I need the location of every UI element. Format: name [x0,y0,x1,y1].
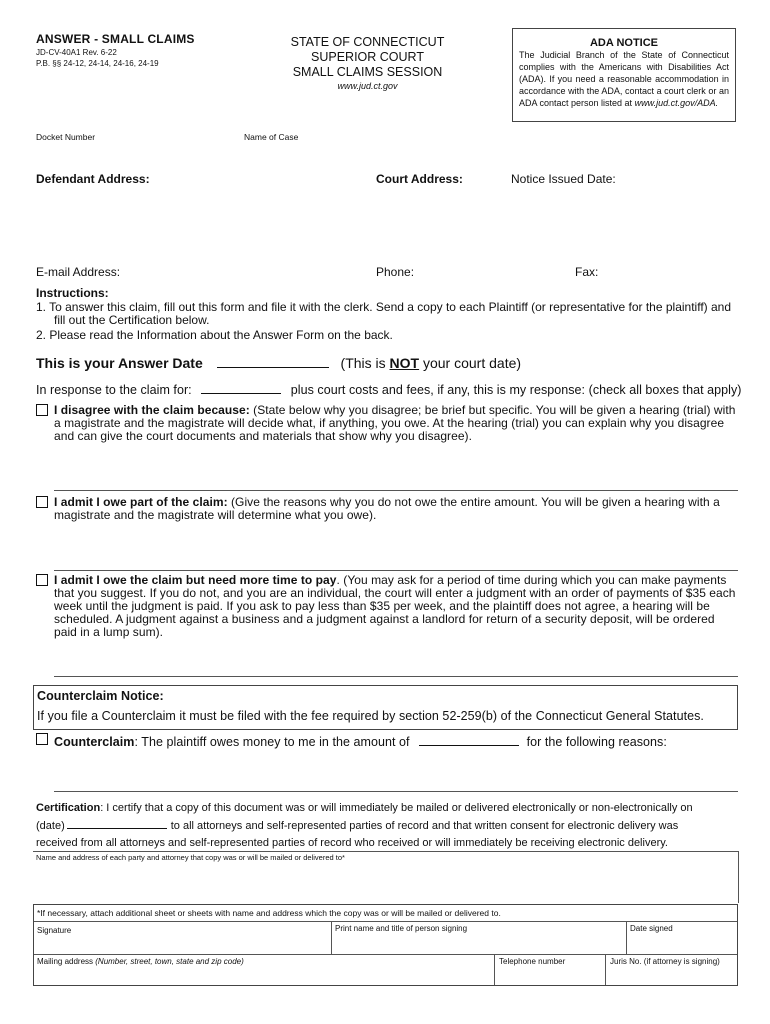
signature-cell[interactable] [34,922,331,954]
fax-label: Fax: [575,265,599,279]
more-time-checkbox[interactable] [36,574,48,586]
counterclaim-notice-box [33,685,738,730]
more-time-option [54,574,738,639]
instructions-title: Instructions: [36,286,109,300]
more-time-divider [54,676,738,677]
telephone-cell[interactable] [495,955,605,985]
response-prefix: In response to the claim for: [36,383,192,397]
counterclaim-checkbox[interactable] [36,733,48,745]
court-line-session: SMALL CLAIMS SESSION [292,65,443,79]
counterclaim-text-prefix: : The plaintiff owes money to me in the amount of [134,735,410,749]
response-suffix: plus court costs and fees, if any, this is my response: (check all boxes that apply) [290,383,742,397]
counterclaim-row [54,733,667,749]
names-addresses-label: Name and address of each party and attorney that copy was or will be mailed or delivered to* [36,853,345,862]
mailing-address-hint: (Number, street, town, state and zip code) [95,957,244,966]
names-top-rule [33,851,738,852]
answer-date-label: This is your Answer Date [36,355,203,371]
form-title: ANSWER - SMALL CLAIMS [36,32,195,46]
instructions [36,287,736,342]
print-name-label: Print name and title of person signing [335,924,468,933]
counterclaim-notice-text: If you file a Counterclaim it must be filed with the fee required by section 52-259(b) of the Connecticut General Statutes. [37,709,704,723]
names-addresses-field[interactable] [36,866,732,902]
court-website-link[interactable]: www.jud.ct.gov [337,81,398,91]
counterclaim-divider [54,791,738,792]
more-time-title: I admit I owe the claim but need more time to pay [54,573,337,587]
court-heading [265,35,470,93]
print-name-cell[interactable] [332,922,626,954]
signature-table [33,904,738,986]
court-line-state: STATE OF CONNECTICUT [290,35,445,49]
mailing-address-label [37,957,244,966]
phone-label: Phone: [376,265,415,279]
certification-line1-text: : I certify that a copy of this document was or will immediately be mailed or delivered electronically or non-electronically on [100,802,693,814]
owe-part-divider [54,570,738,571]
claim-amount-field[interactable] [201,381,281,394]
form-meta [36,47,159,69]
owe-part-option [54,496,738,522]
additional-sheet-note: *If necessary, attach additional sheet or sheets with name and address which the copy was or will be mailed or delivered to. [37,908,501,918]
certification-date-label: (date) [36,820,65,832]
juris-number-label: Juris No. (if attorney is signing) [610,957,720,966]
defendant-address-label: Defendant Address: [36,172,150,186]
disagree-checkbox[interactable] [36,404,48,416]
answer-date-row [36,355,521,371]
telephone-label: Telephone number [499,957,566,966]
certification-line-3: received from all attorneys and self-represented parties of record who received or will immediately be receiving electronic delivery. [36,837,668,849]
counterclaim-amount-field[interactable] [419,733,519,746]
form-number: JD-CV-40A1 Rev. 6-22 [36,48,117,57]
answer-date-note-not: NOT [389,355,420,371]
date-signed-label: Date signed [630,924,673,933]
ada-notice-box [512,28,736,122]
names-right-rule [738,851,739,903]
disagree-option [54,404,738,443]
signature-label: Signature [37,926,72,935]
email-address-label: E-mail Address: [36,265,121,279]
more-time-text: . (You may ask for a period of time during which you can make payments that you suggest. If you do not, and you are an individual, the court will enter a judgment with an order of payments of $35 each week until the judgment is paid. If you ask to pay less than $35 per week, and the plaintiff does not agree, a hearing will be scheduled. A judgment against a business and a judgment against a landlord for return of a security deposit, will be ordered paid in a lump sum). [54,573,736,639]
counterclaim-label: Counterclaim [54,735,135,749]
certification-date-field[interactable] [67,817,167,829]
court-address-label: Court Address: [376,172,463,186]
answer-date-note [341,355,522,371]
certification-title: Certification [36,802,101,814]
ada-notice-body: The Judicial Branch of the State of Connecticut complies with the Americans with Disabilities Act (ADA). If you need a reasonable accommodation in accordance with the ADA, contact a court clerk or an ADA contact person listed at [519,50,729,108]
owe-part-checkbox[interactable] [36,496,48,508]
instruction-item-2: 2. Please read the Information about the Answer Form on the back. [36,327,393,342]
counterclaim-notice-title: Counterclaim Notice: [37,689,164,703]
owe-part-title: I admit I owe part of the claim: [54,495,228,509]
mailing-address-cell[interactable] [34,955,494,985]
counterclaim-text-suffix: for the following reasons: [526,735,667,749]
docket-number-label: Docket Number [36,132,96,142]
certification-line2-text: to all attorneys and self-represented parties of record and that written consent for electronic delivery was [170,820,679,832]
owe-part-text: (Give the reasons why you do not owe the entire amount. You will be given a hearing with a magistrate and the magistrate will determine what you owe). [54,495,720,522]
response-row [36,381,741,397]
answer-date-field[interactable] [217,355,329,368]
mailing-address-label-text: Mailing address [37,957,96,966]
answer-date-note-suffix: your court date) [419,355,522,371]
ada-link[interactable]: www.jud.ct.gov/ADA. [634,98,719,108]
ada-notice-title: ADA NOTICE [589,37,659,49]
instruction-item-1: 1. To answer this claim, fill out this form and file it with the clerk. Send a copy to each Plaintiff (or representative for the plaintiff) and fill out the Certification below. [36,299,732,327]
notice-issued-date-label: Notice Issued Date: [511,172,616,186]
case-name-label: Name of Case [244,132,299,142]
certification-line-2 [36,817,738,835]
statutes: P.B. §§ 24-12, 24-14, 24-16, 24-19 [36,59,159,68]
court-line-superior: SUPERIOR COURT [311,50,424,64]
disagree-text: (State below why you disagree; be brief but specific. You will be given a hearing (trial) with a magistrate and the magistrate will decide what, if anything, you owe. At the hearing (trial) you can explain why you disagree and can give the court documents and materials that show why you disagree). [54,403,736,443]
answer-date-note-prefix: (This is [340,355,390,371]
certification-block [36,800,738,852]
ada-notice-text [519,49,729,109]
disagree-divider [54,490,738,491]
date-signed-cell[interactable] [627,922,737,954]
juris-number-cell[interactable] [606,955,737,985]
certification-line-1 [36,800,738,817]
disagree-title: I disagree with the claim because: [54,403,250,417]
